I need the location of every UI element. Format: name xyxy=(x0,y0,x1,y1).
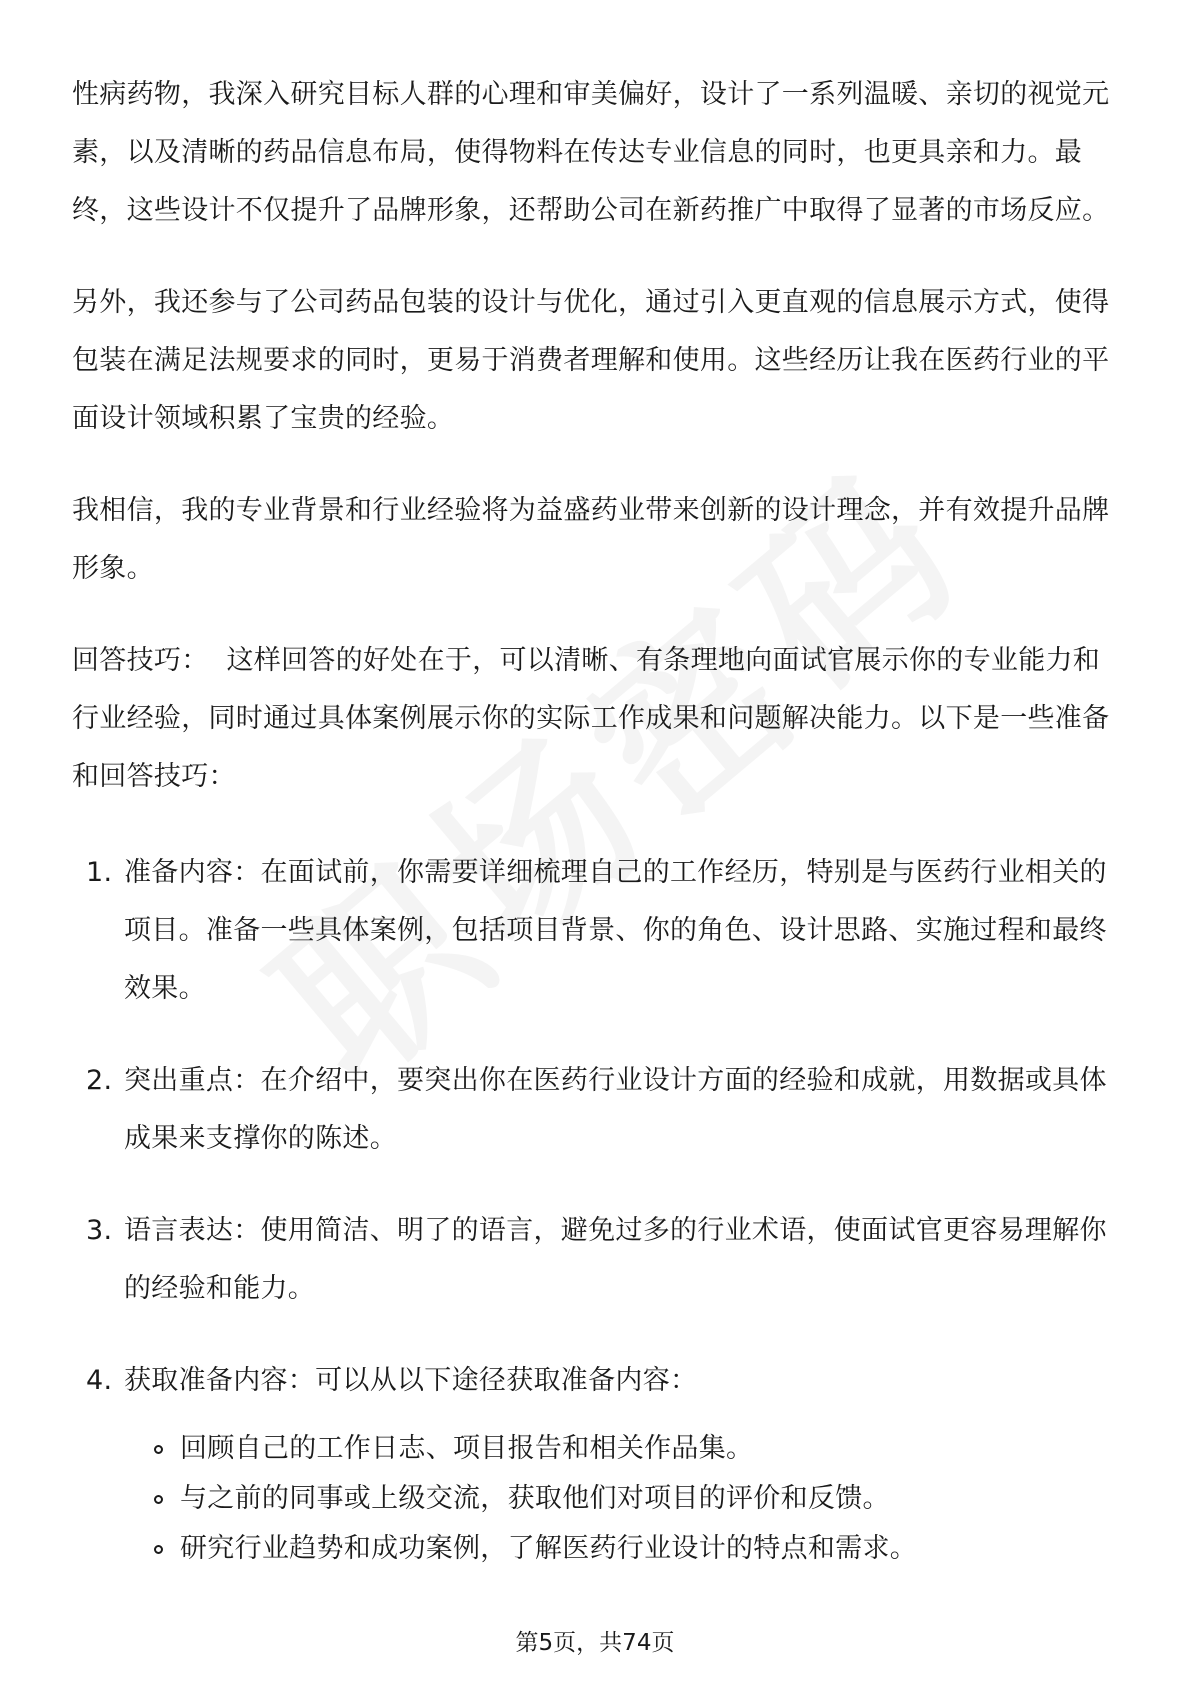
list-item-text: 准备内容：在面试前，你需要详细梳理自己的工作经历，特别是与医药行业相关的项目。准备一些具体案例，包括项目背景、你的角色、设计思路、实施过程和最终效果。 xyxy=(124,857,1107,1004)
sub-list-item-text: 与之前的同事或上级交流，获取他们对项目的评价和反馈。 xyxy=(180,1483,890,1514)
list-number: 1. xyxy=(86,857,113,888)
paragraph: 性病药物，我深入研究目标人群的心理和审美偏好，设计了一系列温暖、亲切的视觉元素，以及清晰的药品信息布局，使得物料在传达专业信息的同时，也更具亲和力。最终，这些设计不仅提升了品牌形象，还帮助公司在新药推广中取得了显著的市场反应。 xyxy=(72,79,1110,226)
list-item xyxy=(72,1202,1118,1318)
list-number: 2. xyxy=(86,1065,113,1096)
tips-text: 这样回答的好处在于，可以清晰、有条理地向面试官展示你的专业能力和行业经验，同时通过具体案例展示你的实际工作成果和问题解决能力。以下是一些准备和回答技巧： xyxy=(72,645,1110,792)
steps-list xyxy=(72,844,1118,1574)
sub-list-item xyxy=(150,1474,1118,1524)
list-number: 3. xyxy=(86,1215,113,1246)
circle-bullet-icon xyxy=(154,1545,163,1554)
tips-label: 回答技巧： xyxy=(72,645,209,676)
sub-list-item-text: 回顾自己的工作日志、项目报告和相关作品集。 xyxy=(180,1433,754,1464)
list-number: 4. xyxy=(86,1365,113,1396)
list-item xyxy=(72,844,1118,1018)
paragraph: 另外，我还参与了公司药品包装的设计与优化，通过引入更直观的信息展示方式，使得包装在满足法规要求的同时，更易于消费者理解和使用。这些经历让我在医药行业的平面设计领域积累了宝贵的经验。 xyxy=(72,287,1110,434)
list-item xyxy=(72,1052,1118,1168)
list-item-text: 突出重点：在介绍中，要突出你在医药行业设计方面的经验和成就，用数据或具体成果来支撑你的陈述。 xyxy=(124,1065,1107,1154)
list-item xyxy=(72,1352,1118,1574)
list-item-text: 语言表达：使用简洁、明了的语言，避免过多的行业术语，使面试官更容易理解你的经验和能力。 xyxy=(124,1215,1107,1304)
paragraph: 我相信，我的专业背景和行业经验将为益盛药业带来创新的设计理念，并有效提升品牌形象。 xyxy=(72,495,1110,584)
circle-bullet-icon xyxy=(154,1445,163,1454)
list-item-text: 获取准备内容：可以从以下途径获取准备内容： xyxy=(124,1365,698,1396)
page-number: 第5页，共74页 xyxy=(515,1630,675,1656)
sub-list-item xyxy=(150,1424,1118,1474)
sub-list-item xyxy=(150,1524,1118,1574)
page-content xyxy=(72,66,1118,1608)
circle-bullet-icon xyxy=(154,1495,163,1504)
sub-list xyxy=(124,1424,1118,1574)
tips-paragraph xyxy=(72,632,1118,806)
sub-list-item-text: 研究行业趋势和成功案例，了解医药行业设计的特点和需求。 xyxy=(180,1533,918,1564)
